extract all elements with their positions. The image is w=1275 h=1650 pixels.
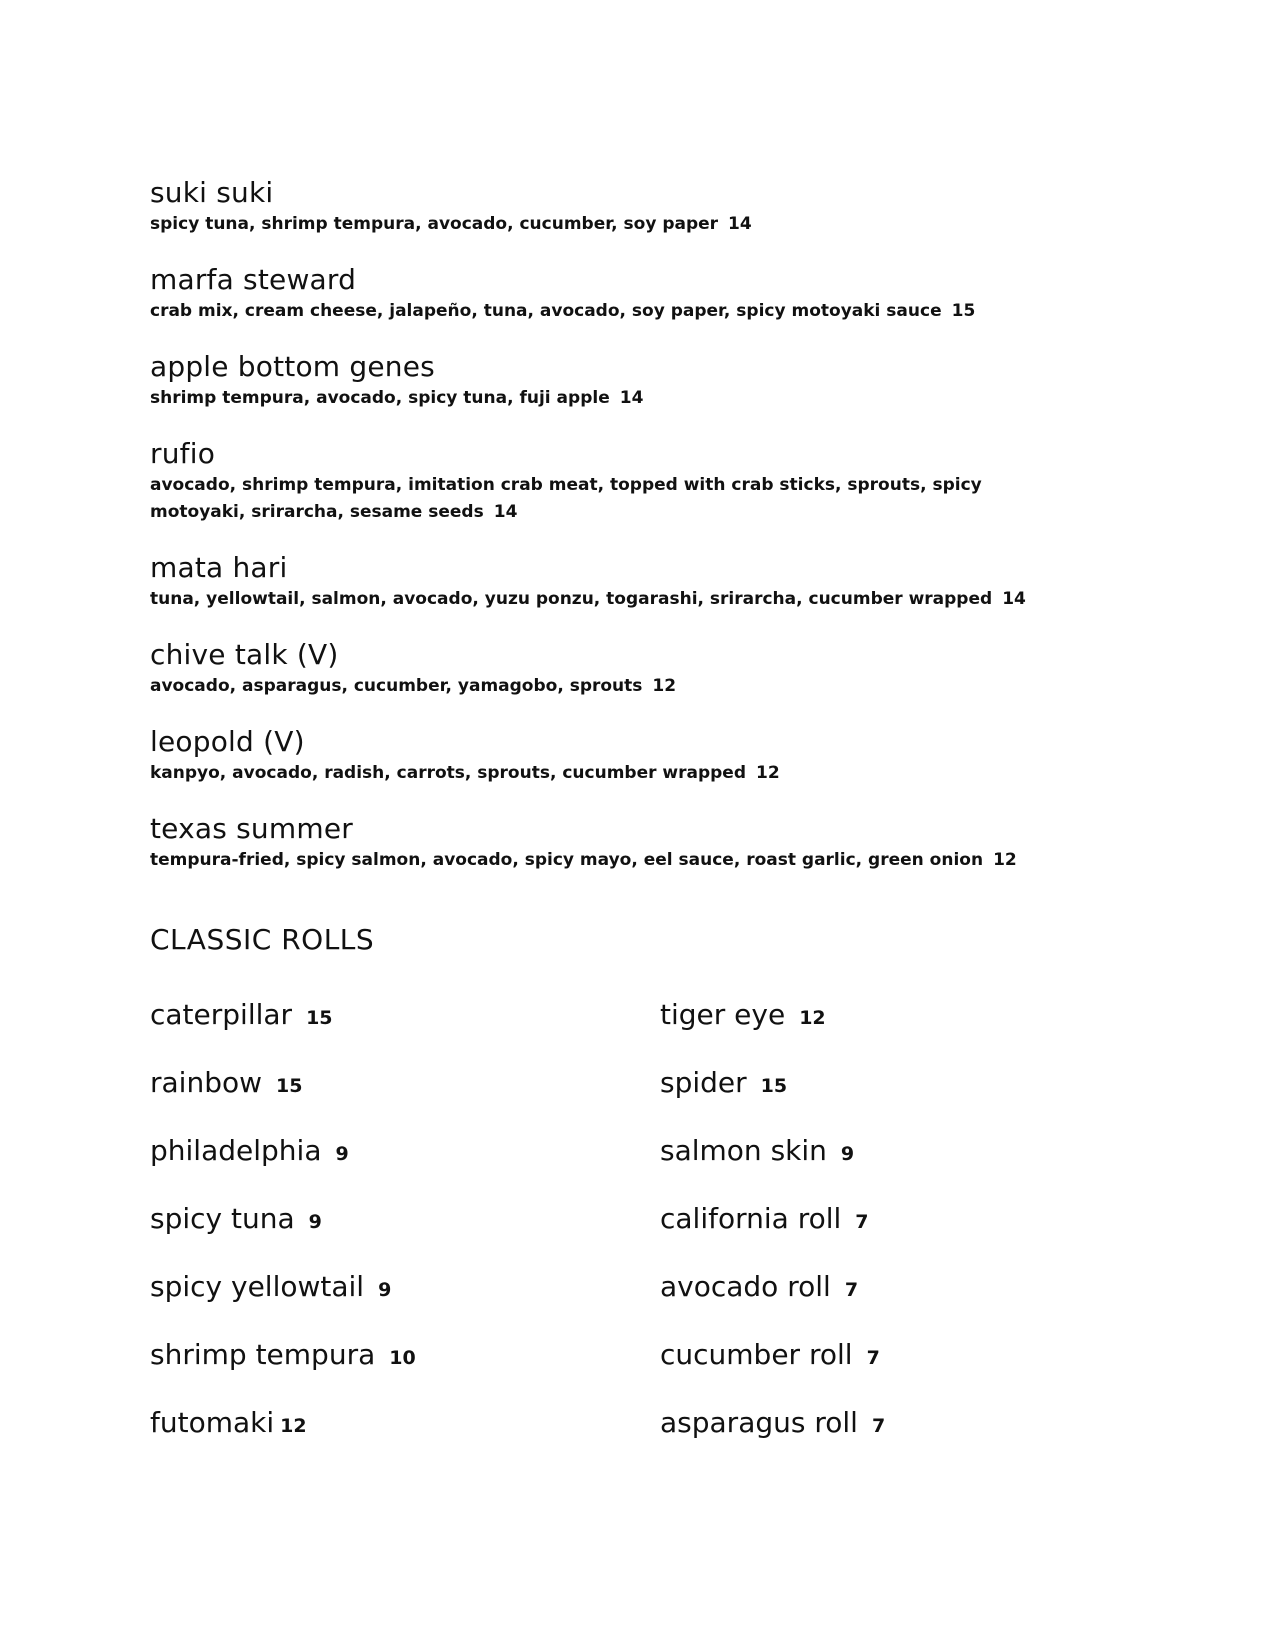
item-price: 12 bbox=[652, 676, 677, 696]
menu-item bbox=[150, 262, 1150, 325]
classic-roll-item bbox=[150, 1200, 660, 1241]
classic-roll-name: spicy tuna bbox=[150, 1202, 295, 1235]
item-name: texas summer bbox=[150, 812, 353, 845]
item-name: leopold (V) bbox=[150, 725, 305, 758]
item-ingredients: crab mix, cream cheese, jalapeño, tuna, avocado, soy paper, spicy motoyaki sauce bbox=[150, 301, 942, 321]
classic-roll-price: 9 bbox=[335, 1143, 349, 1165]
menu-page bbox=[150, 175, 1150, 1445]
classic-roll-name: tiger eye bbox=[660, 998, 786, 1031]
classic-roll-item bbox=[150, 1404, 660, 1445]
classic-roll-price: 9 bbox=[378, 1279, 392, 1301]
item-price: 14 bbox=[619, 388, 644, 408]
item-description bbox=[150, 385, 1110, 412]
classic-roll-price: 12 bbox=[280, 1415, 307, 1437]
classic-roll-price: 15 bbox=[276, 1075, 303, 1097]
item-description bbox=[150, 211, 1110, 238]
menu-item bbox=[150, 550, 1150, 613]
classic-roll-price: 7 bbox=[871, 1415, 886, 1437]
classic-roll-name: spider bbox=[660, 1066, 747, 1099]
menu-item bbox=[150, 724, 1150, 787]
item-price: 14 bbox=[1002, 589, 1026, 609]
classic-roll-name: caterpillar bbox=[150, 998, 293, 1031]
item-name: chive talk (V) bbox=[150, 638, 339, 671]
item-price: 12 bbox=[756, 763, 780, 783]
item-name: apple bottom genes bbox=[150, 350, 435, 383]
classic-roll-item bbox=[150, 996, 660, 1037]
signature-rolls-list bbox=[150, 175, 1150, 874]
classic-roll-item bbox=[150, 1268, 660, 1309]
item-ingredients: avocado, shrimp tempura, imitation crab meat, topped with crab sticks, sprouts, spicy motoyaki, srirarcha, sesame seeds bbox=[150, 475, 982, 522]
item-ingredients: avocado, asparagus, cucumber, yamagobo, sprouts bbox=[150, 676, 643, 696]
item-ingredients: tempura-fried, spicy salmon, avocado, spicy mayo, eel sauce, roast garlic, green onion bbox=[150, 850, 984, 870]
classic-roll-item bbox=[660, 996, 1100, 1037]
section-title-classic-rolls: CLASSIC ROLLS bbox=[150, 923, 375, 956]
menu-item bbox=[150, 637, 1150, 700]
classic-roll-name: salmon skin bbox=[660, 1134, 827, 1167]
classic-roll-price: 7 bbox=[855, 1211, 869, 1233]
classic-roll-price: 15 bbox=[760, 1075, 788, 1097]
item-name: mata hari bbox=[150, 551, 288, 584]
item-name: suki suki bbox=[150, 176, 274, 209]
classic-roll-item bbox=[150, 1132, 660, 1173]
item-description bbox=[150, 298, 1110, 325]
classic-roll-price: 10 bbox=[389, 1347, 416, 1369]
classic-roll-item bbox=[660, 1132, 1100, 1173]
classic-roll-item bbox=[660, 1064, 1100, 1105]
menu-item bbox=[150, 436, 1150, 526]
classic-roll-name: shrimp tempura bbox=[150, 1338, 376, 1371]
menu-item bbox=[150, 349, 1150, 412]
classic-roll-name: cucumber roll bbox=[660, 1338, 853, 1371]
classic-rolls-grid bbox=[150, 996, 1150, 1445]
classic-roll-name: asparagus roll bbox=[660, 1406, 858, 1439]
classic-roll-name: philadelphia bbox=[150, 1134, 322, 1167]
classic-roll-price: 9 bbox=[840, 1143, 855, 1165]
classic-roll-item bbox=[660, 1336, 1100, 1377]
classic-roll-name: california roll bbox=[660, 1202, 842, 1235]
classic-roll-name: futomaki bbox=[150, 1406, 275, 1439]
item-ingredients: kanpyo, avocado, radish, carrots, sprouts, cucumber wrapped bbox=[150, 763, 747, 783]
classic-roll-price: 9 bbox=[308, 1211, 322, 1233]
item-price: 12 bbox=[993, 850, 1017, 870]
menu-item bbox=[150, 811, 1150, 874]
classic-roll-price: 15 bbox=[306, 1007, 333, 1029]
item-description bbox=[150, 760, 1110, 787]
item-price: 14 bbox=[493, 502, 518, 522]
item-description bbox=[150, 847, 1110, 874]
classic-roll-item bbox=[660, 1404, 1100, 1445]
classic-roll-item bbox=[660, 1268, 1100, 1309]
item-price: 14 bbox=[728, 214, 752, 234]
menu-item bbox=[150, 175, 1150, 238]
item-name: rufio bbox=[150, 437, 216, 470]
item-ingredients: shrimp tempura, avocado, spicy tuna, fuji apple bbox=[150, 388, 610, 408]
classic-roll-item bbox=[150, 1336, 660, 1377]
classic-roll-name: avocado roll bbox=[660, 1270, 831, 1303]
item-ingredients: tuna, yellowtail, salmon, avocado, yuzu ponzu, togarashi, srirarcha, cucumber wrapped bbox=[150, 589, 993, 609]
classic-roll-item bbox=[150, 1064, 660, 1105]
classic-roll-item bbox=[660, 1200, 1100, 1241]
classic-roll-name: rainbow bbox=[150, 1066, 262, 1099]
item-description bbox=[150, 472, 1010, 526]
item-ingredients: spicy tuna, shrimp tempura, avocado, cucumber, soy paper bbox=[150, 214, 719, 234]
item-description bbox=[150, 586, 1110, 613]
classic-roll-price: 7 bbox=[844, 1279, 859, 1301]
item-name: marfa steward bbox=[150, 263, 357, 296]
classic-roll-price: 7 bbox=[866, 1347, 880, 1369]
item-description bbox=[150, 673, 1110, 700]
classic-roll-price: 12 bbox=[799, 1007, 826, 1029]
classic-roll-name: spicy yellowtail bbox=[150, 1270, 365, 1303]
item-price: 15 bbox=[951, 301, 976, 321]
